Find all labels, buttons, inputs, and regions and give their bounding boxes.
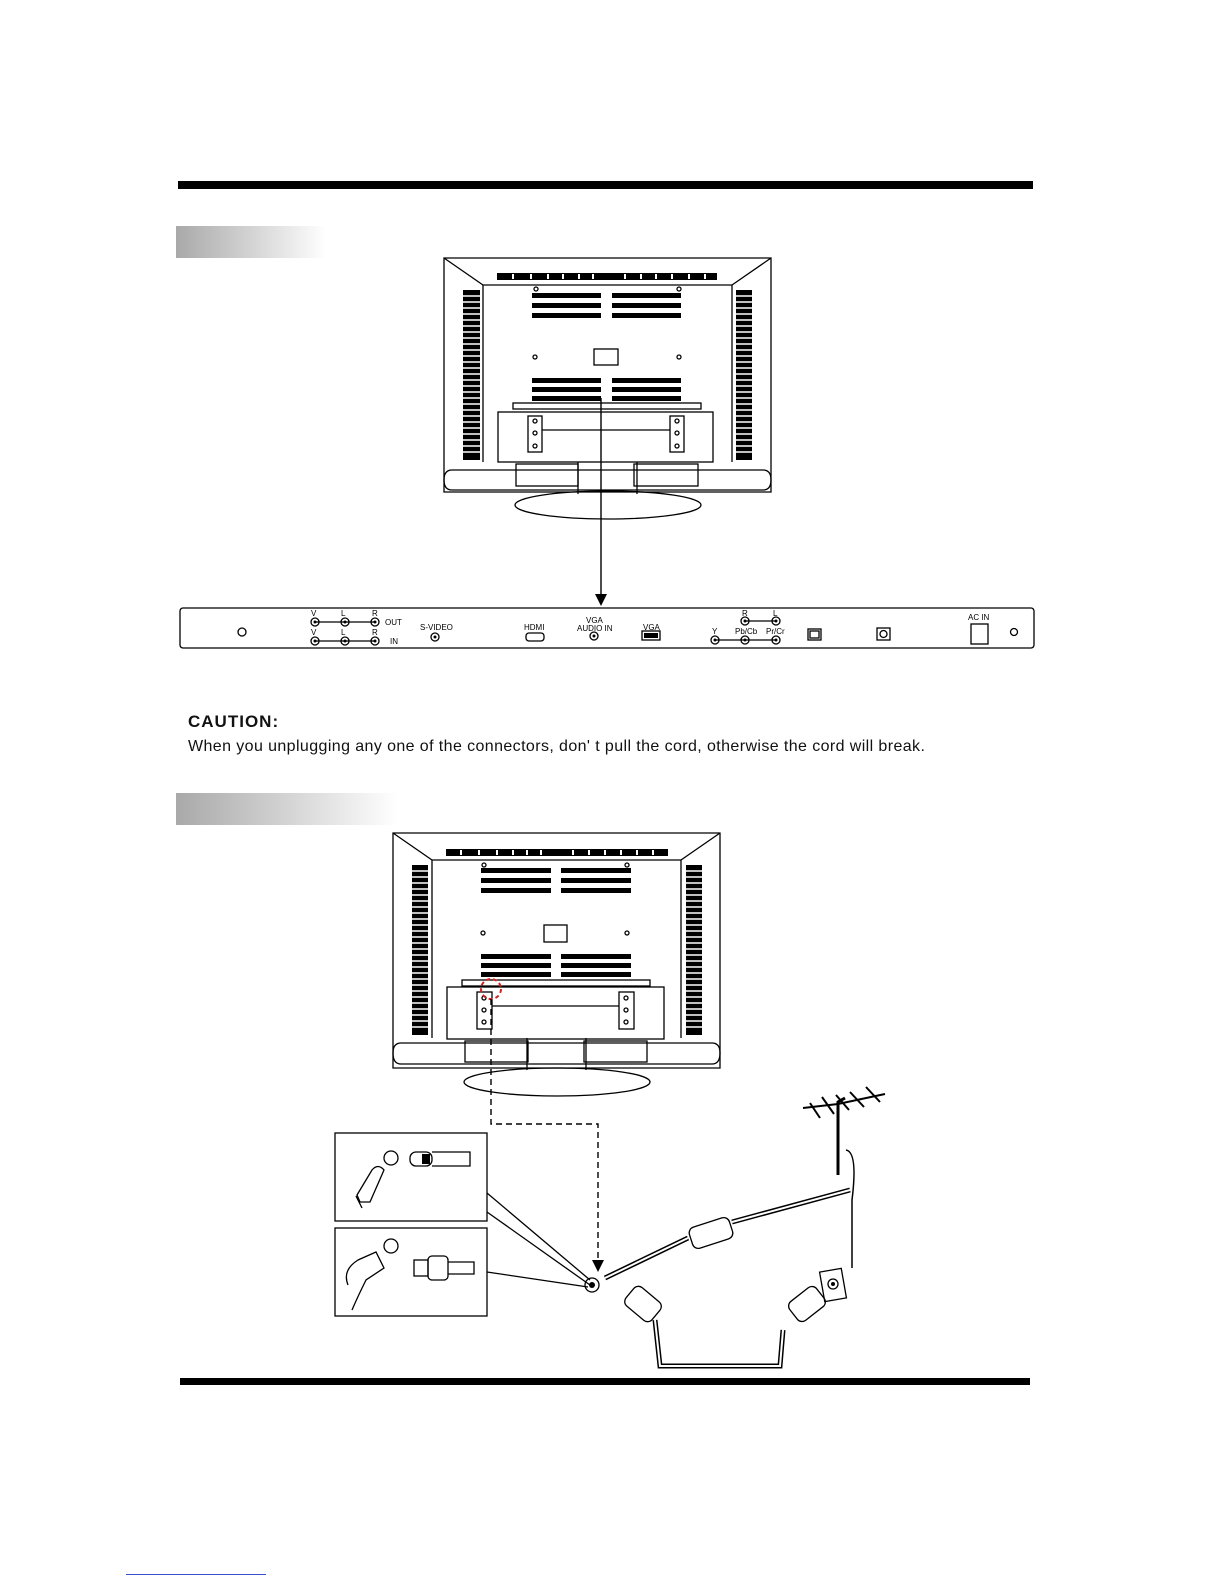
in-label: IN (390, 637, 398, 646)
vga-audio-label-1: VGA (586, 616, 603, 625)
pb-label: Pb/Cb (735, 627, 758, 636)
out-label: OUT (385, 618, 402, 627)
highlight-circle (481, 979, 501, 999)
ac-in-label: AC IN (968, 613, 990, 622)
out-l-label: L (341, 609, 346, 618)
in-r-label: R (372, 628, 378, 637)
caution-title: CAUTION: (188, 712, 280, 731)
audio-r-label: R (742, 609, 748, 618)
y-label: Y (712, 627, 718, 636)
in-l-label: L (341, 628, 346, 637)
antenna-connection-diagram (0, 820, 1225, 1380)
footer-underline (126, 1574, 266, 1575)
hdmi-label: HDMI (524, 623, 545, 632)
vga-audio-label-2: AUDIO IN (577, 624, 613, 633)
tv-back-diagram-top (0, 0, 1225, 700)
vga-label: VGA (643, 623, 660, 632)
bottom-divider (180, 1378, 1030, 1385)
out-r-label: R (372, 609, 378, 618)
in-v-label: V (311, 628, 317, 637)
out-v-label: V (311, 609, 317, 618)
audio-l-label: L (773, 609, 778, 618)
caution-text: When you unplugging any one of the connectors, don' t pull the cord, otherwise the cord will break. (188, 738, 926, 755)
pr-label: Pr/Cr (766, 627, 785, 636)
svideo-label: S-VIDEO (420, 623, 453, 632)
